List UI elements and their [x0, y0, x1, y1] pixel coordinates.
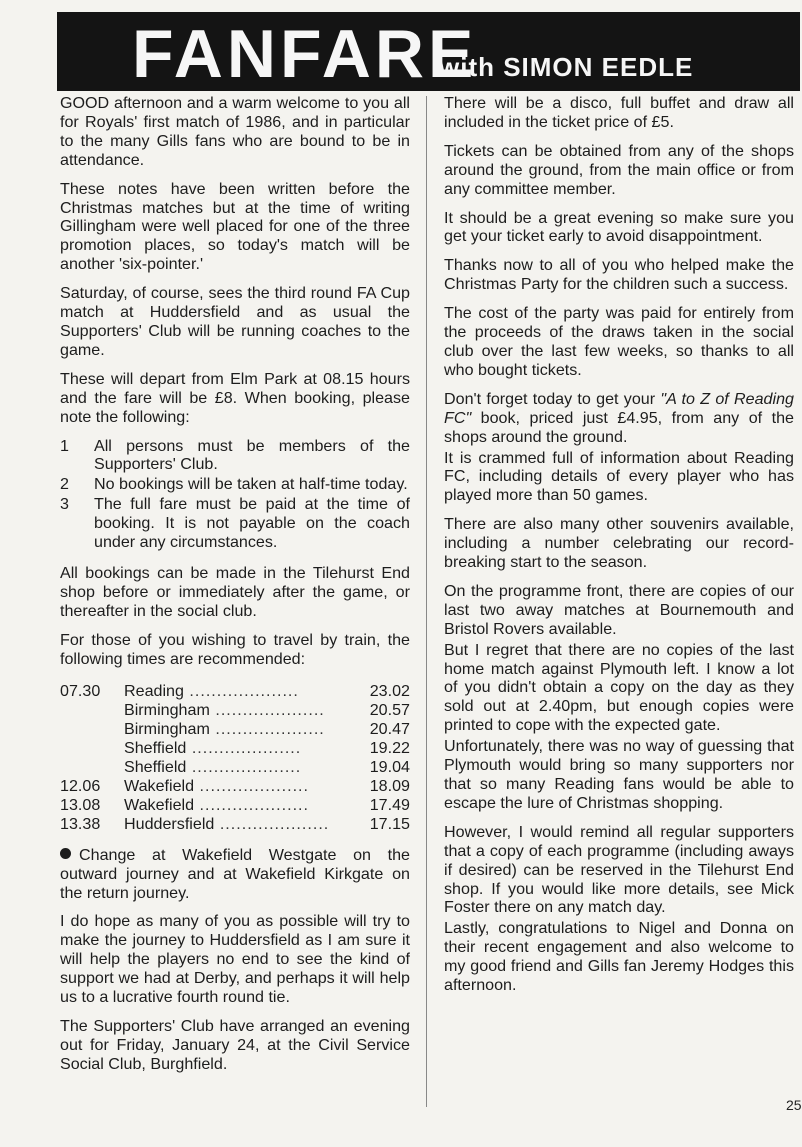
paragraph: These will depart from Elm Park at 08.15 hours and the fare will be £8. When booking, please note the following: [60, 369, 410, 426]
column-byline: with SIMON EEDLE [439, 52, 694, 82]
station-cell [124, 796, 350, 815]
arrival-time: 20.57 [369, 701, 410, 720]
arrival-time: 18.09 [369, 777, 410, 795]
paragraph: I do hope as many of you as possible will try to make the journey to Huddersfield as I am sure it will help the players no end to see the kind of support we had at Derby, and perhaps it will help us to a lucrative fourth round tie. [60, 912, 410, 1007]
column-title: FANFARE [132, 16, 478, 92]
paragraph: Lastly, congratulations to Nigel and Donna on their recent engagement and also welcome to my good friend and Gills fan Jeremy Hodges this afternoon. [444, 919, 794, 995]
paragraph: There are also many other souvenirs available, including a number celebrating our record-breaking start to the season. [444, 515, 794, 572]
station-cell [124, 815, 350, 834]
dot-leader: .................... [186, 739, 302, 758]
paragraph: On the programme front, there are copies of our last two away matches at Bournemouth and Bristol Rovers available. [444, 581, 794, 638]
dot-leader: .................... [194, 777, 309, 795]
right-column [444, 94, 794, 1005]
departure-time: 13.38 [60, 814, 101, 833]
paragraph: Thanks now to all of you who helped make the Christmas Party for the children such a success. [444, 256, 794, 294]
departure-time [60, 739, 124, 758]
table-row [60, 682, 410, 701]
station-cell [124, 701, 350, 720]
arrival-time: 19.04 [369, 758, 410, 777]
paragraph: It is crammed full of information about Reading FC, including details of every player who has played more than 50 games. [444, 448, 794, 505]
list-item [60, 495, 410, 552]
table-row [60, 815, 410, 834]
station-name: Sheffield [124, 739, 187, 758]
departure-time: 13.08 [60, 795, 101, 814]
list-number: 1 [60, 436, 69, 455]
list-number: 3 [60, 495, 69, 514]
station-name: Wakefield [124, 795, 195, 814]
paragraph: These notes have been written before the Christmas matches but at the time of writing Gillingham were well placed for one of the three promotion places, so today's match will be another 'six-pointer.' [60, 179, 410, 274]
station-cell [124, 720, 350, 739]
paragraph: But I regret that there are no copies of the last home match against Plymouth left. I know a lot of you didn't obtain a copy on the day as they sold out at 2.40pm, but enough copies were printed to cope with the expected gate. [444, 640, 794, 735]
table-row [60, 701, 410, 720]
header-banner [57, 12, 800, 95]
text-run: Don't forget today to get your [444, 389, 661, 408]
paragraph: Tickets can be obtained from any of the shops around the ground, from the main office or from any committee member. [444, 141, 794, 198]
station-cell [124, 758, 350, 777]
column-divider [426, 96, 427, 1107]
paragraph [60, 846, 410, 903]
list-item [60, 475, 410, 494]
station-name: Reading [124, 682, 184, 701]
left-column [60, 94, 410, 1084]
text-run: book, priced just £4.95, from any of the shops around the ground. [444, 408, 794, 446]
departure-time [60, 720, 124, 739]
bullet-text: Change at Wakefield Westgate on the outward journey and at Wakefield Kirkgate on the return journey. [60, 845, 410, 902]
departure-time: 07.30 [60, 682, 101, 701]
list-text: No bookings will be taken at half-time today. [94, 475, 408, 494]
dot-leader: .................... [214, 814, 330, 833]
table-row [60, 720, 410, 739]
paragraph: However, I would remind all regular supporters that a copy of each programme (including aways if desired) can be reserved in the Tilehurst End shop. If you would like more details, see Mick Foster there on any match day. [444, 822, 794, 917]
list-number: 2 [60, 475, 69, 494]
page-number: 25 [786, 1097, 802, 1113]
station-name: Birmingham [124, 701, 210, 720]
arrival-time: 17.49 [369, 795, 410, 814]
departure-time: 12.06 [60, 777, 101, 795]
arrival-time: 17.15 [369, 814, 410, 833]
list-item [60, 437, 410, 475]
table-row [60, 739, 410, 758]
paragraph: All bookings can be made in the Tilehurst End shop before or immediately after the game, or thereafter in the social club. [60, 563, 410, 620]
paragraph: The Supporters' Club have arranged an evening out for Friday, January 24, at the Civil Service Social Club, Burghfield. [60, 1016, 410, 1073]
table-row [60, 796, 410, 815]
paragraph: Saturday, of course, sees the third round FA Cup match at Huddersfield and as usual the Supporters' Club will be running coaches to the game. [60, 284, 410, 359]
dot-leader: .................... [194, 795, 309, 814]
bullet-icon [60, 848, 71, 859]
table-row [60, 777, 410, 796]
list-text: All persons must be members of the Supporters' Club. [94, 436, 410, 474]
arrival-time: 20.47 [369, 720, 410, 739]
station-name: Wakefield [124, 777, 195, 795]
paragraph: The cost of the party was paid for entirely from the proceeds of the draws taken in the social club over the last few weeks, so thanks to all who bought tickets. [444, 304, 794, 379]
paragraph: Unfortunately, there was no way of guessing that Plymouth would bring so many supporters nor that so many Reading fans would be able to escape the lure of Christmas shopping. [444, 737, 794, 812]
station-name: Huddersfield [124, 814, 215, 833]
station-name: Sheffield [124, 758, 187, 777]
station-cell [124, 682, 350, 701]
dot-leader: .................... [186, 758, 302, 777]
paragraph: For those of you wishing to travel by train, the following times are recommended: [60, 630, 410, 668]
paragraph [444, 390, 794, 447]
table-row [60, 758, 410, 777]
dot-leader: .................... [209, 701, 325, 720]
dot-leader: .................... [183, 682, 299, 701]
arrival-time: 19.22 [369, 739, 410, 758]
paragraph: There will be a disco, full buffet and draw all included in the ticket price of £5. [444, 94, 794, 131]
departure-time [60, 758, 124, 777]
station-cell [124, 777, 350, 796]
book-title: "A to Z of Reading FC" [444, 389, 794, 427]
dot-leader: .................... [209, 720, 325, 739]
train-times-table [60, 682, 410, 833]
paragraph: It should be a great evening so make sure you get your ticket early to avoid disappointment. [444, 208, 794, 246]
booking-rules-list [60, 437, 410, 552]
paragraph: GOOD afternoon and a warm welcome to you all for Royals' first match of 1986, and in particular to the many Gills fans who are bound to be in attendance. [60, 94, 410, 169]
departure-time [60, 701, 124, 720]
list-text: The full fare must be paid at the time of booking. It is not payable on the coach under any circumstances. [94, 495, 410, 552]
station-name: Birmingham [124, 720, 210, 739]
station-cell [124, 739, 350, 758]
arrival-time: 23.02 [369, 682, 410, 701]
